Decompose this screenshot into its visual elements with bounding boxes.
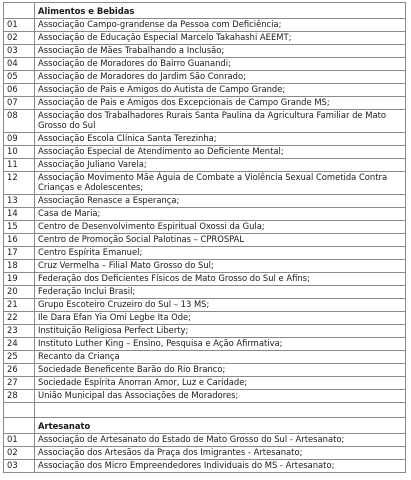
table-row xyxy=(4,299,406,312)
row-text: Federação dos Deficientes Físicos de Mato Grosso do Sul e Afins; xyxy=(35,273,406,286)
row-number: 25 xyxy=(4,351,35,364)
row-number: 01 xyxy=(4,19,35,32)
row-text: Centro Espírita Emanuel; xyxy=(35,247,406,260)
row-text: Associação Movimento Mãe Águia de Combate a Violência Sexual Cometida Contra Crianças e Adolescentes; xyxy=(35,172,406,195)
table-row xyxy=(4,146,406,159)
row-text: Associação Especial de Atendimento ao Deficiente Mental; xyxy=(35,146,406,159)
table-row xyxy=(4,312,406,325)
table-row xyxy=(4,58,406,71)
table-row xyxy=(4,460,406,473)
blank-row xyxy=(4,403,406,418)
row-number: 28 xyxy=(4,390,35,403)
row-number: 06 xyxy=(4,84,35,97)
section-title: Artesanato xyxy=(35,418,406,434)
row-number: 26 xyxy=(4,364,35,377)
row-number: 20 xyxy=(4,286,35,299)
table-row xyxy=(4,110,406,133)
table-row xyxy=(4,390,406,403)
section-header-row xyxy=(4,418,406,434)
row-text: Associação de Pais e Amigos do Autista de Campo Grande; xyxy=(35,84,406,97)
table-row xyxy=(4,234,406,247)
table-row xyxy=(4,32,406,45)
row-text: Associação dos Micro Empreendedores Individuais do MS - Artesanato; xyxy=(35,460,406,473)
table-row xyxy=(4,434,406,447)
row-text: Sociedade Espírita Anorran Amor, Luz e Caridade; xyxy=(35,377,406,390)
row-number: 23 xyxy=(4,325,35,338)
table-row xyxy=(4,221,406,234)
row-number: 08 xyxy=(4,110,35,133)
row-text: Federação Inclui Brasil; xyxy=(35,286,406,299)
table-row xyxy=(4,159,406,172)
table-row xyxy=(4,172,406,195)
row-number: 24 xyxy=(4,338,35,351)
table-row xyxy=(4,325,406,338)
document-page xyxy=(3,2,406,473)
row-text: Centro de Desenvolvimento Espiritual Oxossi da Gula; xyxy=(35,221,406,234)
section-title: Alimentos e Bebidas xyxy=(35,3,406,19)
row-text: Associação de Moradores do Jardim São Conrado; xyxy=(35,71,406,84)
table-row xyxy=(4,195,406,208)
row-text: Sociedade Beneficente Barão do Rio Branco; xyxy=(35,364,406,377)
row-number: 10 xyxy=(4,146,35,159)
row-text: União Municipal das Associações de Moradores; xyxy=(35,390,406,403)
row-number: 22 xyxy=(4,312,35,325)
row-text: Associação de Pais e Amigos dos Excepcionais de Campo Grande MS; xyxy=(35,97,406,110)
row-text: Associação de Artesanato do Estado de Mato Grosso do Sul - Artesanato; xyxy=(35,434,406,447)
section-number-cell xyxy=(4,418,35,434)
row-text: Associação Renasce a Esperança; xyxy=(35,195,406,208)
row-number: 27 xyxy=(4,377,35,390)
table-row xyxy=(4,133,406,146)
row-text: Instituição Religiosa Perfect Liberty; xyxy=(35,325,406,338)
table-row xyxy=(4,286,406,299)
row-text: Associação Juliano Varela; xyxy=(35,159,406,172)
row-text: Grupo Escoteiro Cruzeiro do Sul – 13 MS; xyxy=(35,299,406,312)
row-number: 02 xyxy=(4,32,35,45)
table-row xyxy=(4,97,406,110)
row-number: 18 xyxy=(4,260,35,273)
row-text: Centro de Promoção Social Palotinas – CPROSPAL xyxy=(35,234,406,247)
row-number: 16 xyxy=(4,234,35,247)
row-text: Recanto da Criança xyxy=(35,351,406,364)
row-text: Ile Dara Efan Yia Omi Legbe Ita Ode; xyxy=(35,312,406,325)
table-row xyxy=(4,208,406,221)
row-text: Associação de Educação Especial Marcelo Takahashi AEEMT; xyxy=(35,32,406,45)
table-row xyxy=(4,19,406,32)
row-number: 15 xyxy=(4,221,35,234)
table-row xyxy=(4,260,406,273)
row-number: 21 xyxy=(4,299,35,312)
row-number: 01 xyxy=(4,434,35,447)
row-number: 04 xyxy=(4,58,35,71)
row-text: Associação dos Artesãos da Praça dos Imigrantes - Artesanato; xyxy=(35,447,406,460)
blank-cell xyxy=(4,403,35,418)
row-number: 17 xyxy=(4,247,35,260)
section-header-row xyxy=(4,3,406,19)
table-row xyxy=(4,84,406,97)
table-row xyxy=(4,273,406,286)
row-number: 13 xyxy=(4,195,35,208)
row-text: Associação dos Trabalhadores Rurais Santa Paulina da Agricultura Familiar de Mato Grosso do Sul xyxy=(35,110,406,133)
row-number: 09 xyxy=(4,133,35,146)
table-row xyxy=(4,247,406,260)
row-number: 05 xyxy=(4,71,35,84)
table-row xyxy=(4,351,406,364)
row-number: 07 xyxy=(4,97,35,110)
blank-cell xyxy=(35,403,406,418)
table-row xyxy=(4,377,406,390)
row-text: Instituto Luther King – Ensino, Pesquisa e Ação Afirmativa; xyxy=(35,338,406,351)
row-text: Casa de Maria; xyxy=(35,208,406,221)
row-text: Associação Escola Clínica Santa Terezinha; xyxy=(35,133,406,146)
section-number-cell xyxy=(4,3,35,19)
row-number: 02 xyxy=(4,447,35,460)
row-number: 14 xyxy=(4,208,35,221)
row-number: 19 xyxy=(4,273,35,286)
row-number: 11 xyxy=(4,159,35,172)
row-text: Associação de Mães Trabalhando a Inclusão; xyxy=(35,45,406,58)
table-row xyxy=(4,447,406,460)
row-number: 03 xyxy=(4,45,35,58)
table-row xyxy=(4,364,406,377)
table-row xyxy=(4,71,406,84)
row-number: 12 xyxy=(4,172,35,195)
row-text: Associação Campo-grandense da Pessoa com Deficiência; xyxy=(35,19,406,32)
row-text: Associação de Moradores do Bairro Guanandi; xyxy=(35,58,406,71)
table-row xyxy=(4,338,406,351)
table-row xyxy=(4,45,406,58)
row-text: Cruz Vermelha – Filial Mato Grosso do Sul; xyxy=(35,260,406,273)
entities-table xyxy=(3,2,406,473)
row-number: 03 xyxy=(4,460,35,473)
